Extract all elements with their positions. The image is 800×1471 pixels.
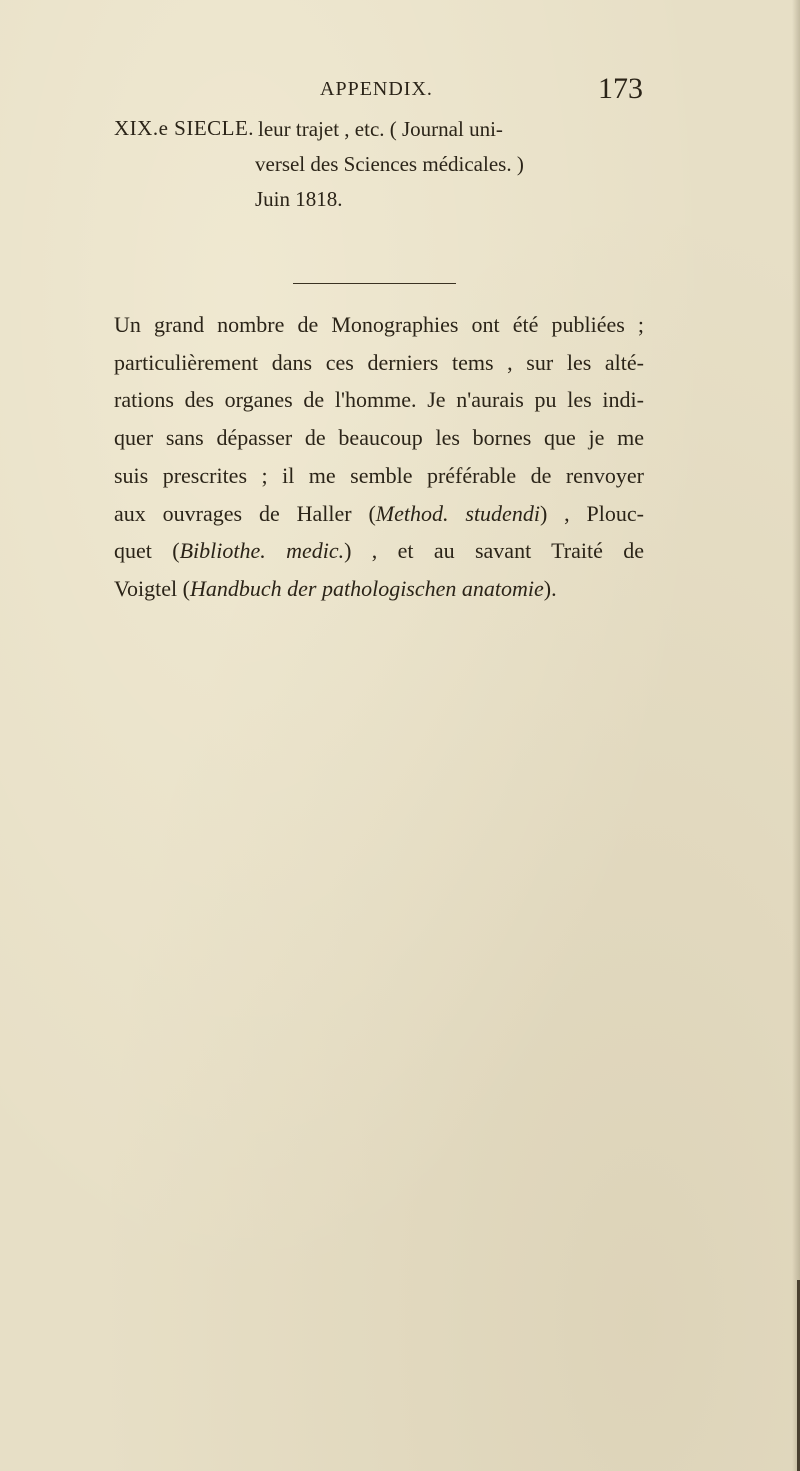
paragraph-line: suis prescrites ; il me semble préférable de renvoyer (114, 462, 644, 488)
text-segment: ) , Plouc- (539, 500, 644, 526)
paragraph-line: rations des organes de l'homme. Je n'aurais pu les indi- (114, 387, 644, 413)
paragraph-line (114, 570, 644, 608)
running-head: APPENDIX. (320, 78, 433, 100)
entry-line: Juin 1818. (255, 187, 343, 211)
section-divider (293, 283, 456, 284)
century-label: XIX.e SIECLE. (114, 116, 255, 140)
paragraph-line: Un grand nombre de Monographies ont été publiées ; (114, 312, 644, 337)
entry-line: leur trajet , etc. ( Journal uni- (258, 117, 503, 141)
paragraph-line: particulièrement dans ces derniers tems , sur les alté- (114, 349, 644, 375)
italic-title: Method. studendi (375, 500, 540, 526)
text-segment: Voigtel ( (114, 575, 190, 601)
text-segment: ) , et au savant Traité de (344, 538, 645, 564)
text-segment: ). (543, 575, 557, 601)
paragraph-line: quer sans dépasser de beaucoup les bornes que je me (114, 425, 644, 451)
text-segment: aux ouvrages de Haller ( (114, 500, 376, 526)
italic-title: Handbuch der pathologischen anatomie (189, 575, 544, 601)
entry-text (255, 112, 625, 217)
paragraph-line (114, 495, 644, 533)
page-edge-shadow (792, 0, 800, 1471)
italic-title: Bibliothe. medic. (179, 538, 345, 564)
entry-line: versel des Sciences médicales. ) (255, 152, 524, 176)
paragraph-line (114, 532, 644, 570)
text-segment: quet ( (114, 538, 180, 564)
page-number: 173 (598, 72, 643, 105)
body-paragraph (114, 306, 644, 608)
